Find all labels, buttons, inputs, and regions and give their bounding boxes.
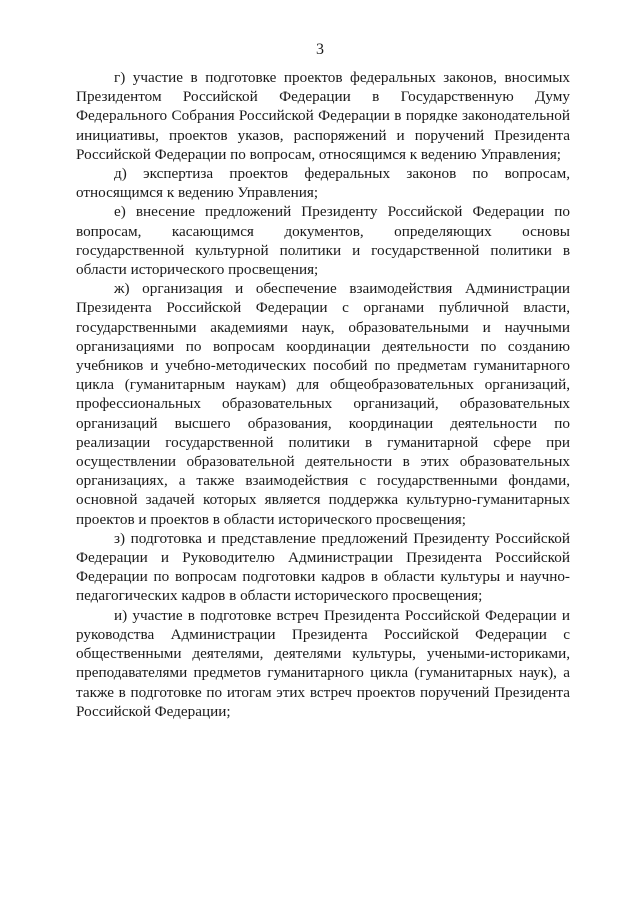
paragraph-z: з) подготовка и представление предложений Президенту Российской Федерации и Руководителю Администрации Президента Российской Федерации по вопросам подготовки кадров в области культуры и научно-педагогических кадров в области исторического просвещения; [76, 529, 570, 605]
paragraph-g: г) участие в подготовке проектов федеральных законов, вносимых Президентом Российской Федерации в Государственную Думу Федерального Собрания Российской Федерации в порядке законодательной инициативы, проектов указов, распоряжений и поручений Президента Российской Федерации по вопросам, относящимся к ведению Управления; [76, 69, 570, 163]
document-body [76, 68, 570, 721]
paragraph-e: е) внесение предложений Президенту Российской Федерации по вопросам, касающимся документов, определяющих основы государственной культурной политики и государственной политики в области исторического просвещения; [76, 203, 570, 279]
page-number: 3 [316, 41, 324, 58]
paragraph-i: и) участие в подготовке встреч Президента Российской Федерации и руководства Администрации Президента Российской Федерации с общественными деятелями, деятелями культуры, учеными-историками, преподавателями предметов гуманитарного цикла (гуманитарных наук), а также в подготовке по итогам этих встреч проектов поручений Президента Российской Федерации; [76, 606, 570, 720]
paragraph-d: д) экспертиза проектов федеральных законов по вопросам, относящимся к ведению Управления; [76, 165, 570, 202]
paragraph-zh: ж) организация и обеспечение взаимодействия Администрации Президента Российской Федерации с органами публичной власти, государственными академиями наук, образовательными и научными организациями по вопросам координации деятельности по созданию учебников и учебно-методических пособий по предметам гуманитарного цикла (гуманитарным наукам) для общеобразовательных организаций, профессиональных образовательных организаций, образовательных организаций высшего образования, координации деятельности по реализации государственной политики в гуманитарной сфере при осуществлении образовательной деятельности в этих образовательных организациях, а также взаимодействия с государственными фондами, основной задачей которых является поддержка культурно-гуманитарных проектов и проектов в области исторического просвещения; [76, 280, 570, 528]
